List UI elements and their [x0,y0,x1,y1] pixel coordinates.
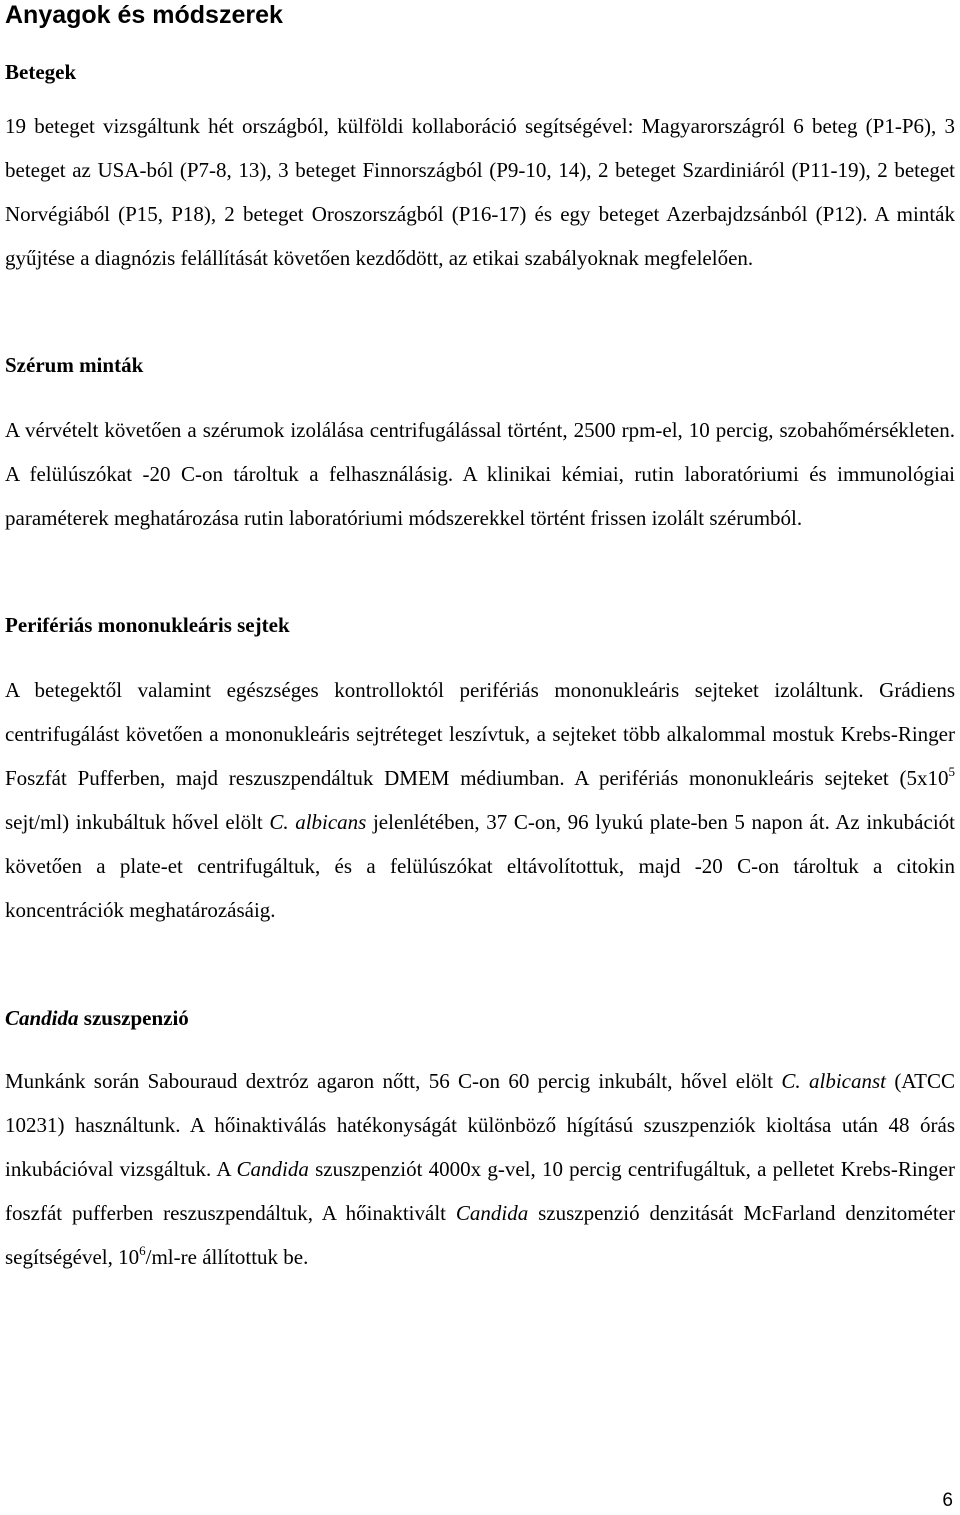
candida-heading-rest: szuszpenzió [78,1006,189,1030]
pbmc-text-1: A betegektől valamint egészséges kontrolloktól perifériás mononukleáris sejteket izoláltunk. Grádiens centrifugálást követően a mononukleáris sejtréteget leszívtuk, a sejteket több alkalommal mostuk Krebs-Ringer Foszfát Pufferben, majd reszuszpendáltuk DMEM médiumban. A perifériás mononukleáris sejteket (5x10 [5,678,955,790]
paragraph-szerum: A vérvételt követően a szérumok izolálása centrifugálással történt, 2500 rpm-el, 10 percig, szobahőmérsékleten. A felülúszókat -20 C-on tároltuk a felhasználásig. A klinikai kémiai, rutin laboratóriumi és immunológiai paraméterek meghatározása rutin laboratóriumi módszerekkel történt frissen izolált szérumból. [5,418,955,530]
section-heading-pbmc: Perifériás mononukleáris sejtek [5,613,290,637]
pbmc-species-italic: C. albicans [269,810,367,834]
pbmc-text-2: sejt/ml) inkubáltuk hővel elölt [5,810,270,834]
candida-text-5: /ml-re állítottuk be. [145,1245,309,1269]
pbmc-superscript: 5 [948,764,955,779]
paragraph-candida [5,1059,955,1279]
candida-italic-1: Candida [236,1157,309,1181]
pbmc-text-3: jelenlétében, 37 C-on, 96 lyukú plate-ben 5 napon át. Az inkubációt követően a plate-et centrifugáltuk, és a felülúszókat eltávolítottuk, majd -20 C-on tároltuk a citokin koncentrációk meghatározásáig. [5,810,955,922]
section-heading-candida [5,1005,189,1031]
candida-species-italic: C. albicanst [781,1069,886,1093]
paragraph-betegek: 19 beteget vizsgáltunk hét országból, külföldi kollaboráció segítségével: Magyarországról 6 beteg (P1-P6), 3 beteget az USA-ból (P7-8, 13), 3 beteget Finnországból (P9-10, 14), 2 beteget Szardiniáról (P11-19), 2 beteget Norvégiából (P15, P18), 2 beteget Oroszországból (P16-17) és egy beteget Azerbajdzsánból (P12). A minták gyűjtése a diagnózis felállítását követően kezdődött, az etikai szabályoknak megfelelően. [5,114,955,270]
page-title: Anyagok és módszerek [5,1,283,29]
candida-text-4: szuszpenzió denzitását McFarland denzitométer segítségével, 10 [5,1201,955,1269]
candida-text-2: (ATCC 10231) használtunk. A hőinaktiválás hatékonyságát különböző hígítású szuszpenziók kioltása után 48 órás inkubációval vizsgáltuk. A [5,1069,955,1181]
section-heading-szerum: Szérum minták [5,353,144,377]
candida-italic-2: Candida [455,1201,529,1225]
candida-superscript: 6 [139,1243,146,1258]
candida-heading-italic: Candida [5,1006,79,1030]
candida-text-1: Munkánk során Sabouraud dextróz agaron nőtt, 56 C-on 60 percig inkubált, hővel elölt [5,1069,782,1093]
candida-text-3: szuszpenziót 4000x g-vel, 10 percig centrifugáltuk, a pelletet Krebs-Ringer foszfát pufferben reszuszpendáltuk, A hőinaktivált [5,1157,955,1225]
section-heading-betegek: Betegek [5,60,77,84]
paragraph-pbmc [5,668,955,932]
page-number: 6 [942,1490,953,1511]
